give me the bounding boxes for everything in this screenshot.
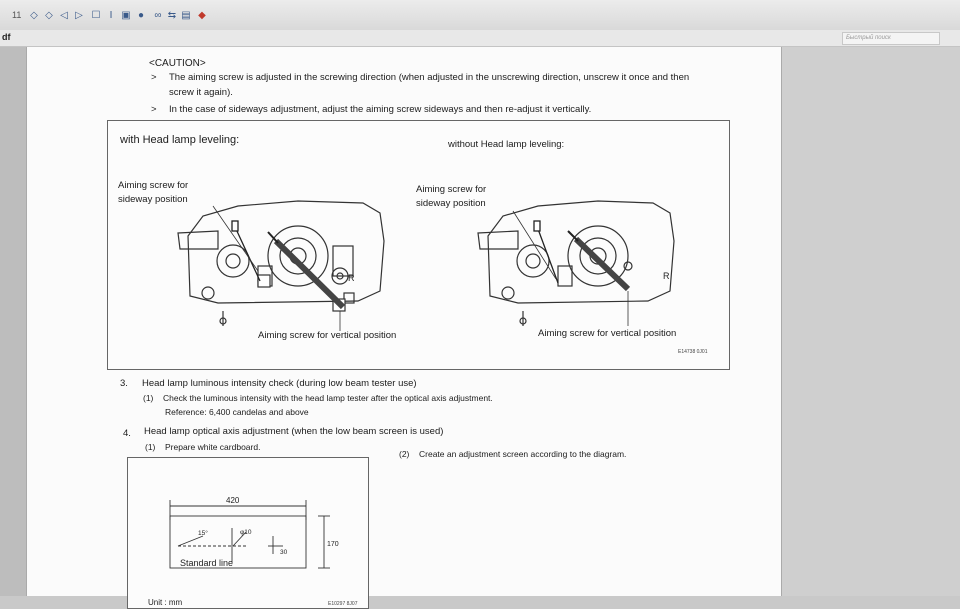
headlamp-drawings [108,121,729,369]
lamp-mark-left: R [348,273,355,283]
bookmark-icon[interactable]: ▤ [181,10,191,21]
left-gutter [0,47,26,596]
step-3-reference: Reference: 6,400 candelas and above [165,407,309,417]
snapshot-icon[interactable]: ▣ [121,10,131,21]
step-4-sub2: Create an adjustment screen according to the diagram. [419,449,627,459]
step-3-sub: Check the luminous intensity with the head lamp tester after the optical axis adjustment. [163,393,493,403]
width-label: 420 [226,496,240,505]
step-4-sub1-number: (1) [145,442,156,452]
viewer-background [781,47,960,596]
hand-tool-icon[interactable]: ☐ [91,10,101,21]
figure-code-2: E10297 8J07 [328,601,358,607]
back-icon[interactable]: ◁ [60,10,68,21]
left-sideway-label-1: Aiming screw for [118,180,189,191]
adjustment-screen-drawing [128,458,368,608]
caution-title: <CAUTION> [149,58,206,69]
diameter-label: φ10 [240,529,252,536]
step-3-number: 3. [120,378,128,389]
bullet-symbol: > [151,72,157,83]
angle-label: 15° [198,530,208,537]
right-vertical-label: Aiming screw for vertical position [538,328,677,339]
offset-label: 30 [280,549,288,556]
step-3-sub-number: (1) [143,393,154,403]
caution-line-2: In the case of sideways adjustment, adjust the aiming screw sideways and then re-adjust it vertically. [169,104,592,115]
document-tab[interactable]: df [2,32,11,42]
step-4-sub1: Prepare white cardboard. [165,442,261,452]
right-headlamp-drawing [478,201,674,326]
lamp-mark-right: R [663,271,670,281]
caution-line-1: The aiming screw is adjusted in the screwing direction (when adjusted in the unscrewing direction, unscrew it once and then [169,72,690,83]
figure-code: E14738 0J01 [678,349,708,355]
select-text-icon[interactable]: I [109,10,113,21]
left-vertical-label: Aiming screw for vertical position [258,330,397,341]
viewer-toolbar [0,0,960,31]
right-sideway-label-1: Aiming screw for [416,184,487,195]
find-icon[interactable]: ● [137,10,145,21]
rotate-icon[interactable]: ◆ [198,10,206,21]
document-page [26,47,782,607]
step-3-title: Head lamp luminous intensity check (during low beam tester use) [142,378,417,389]
tab-bar [0,30,960,47]
binoculars-icon[interactable]: ∞ [154,10,162,21]
step-4-title: Head lamp optical axis adjustment (when the low beam screen is used) [144,426,444,437]
left-figure-title: with Head lamp leveling: [120,134,240,146]
bullet-symbol: > [151,104,157,115]
headlamp-figure [107,120,730,370]
navigate-icon[interactable]: ⇆ [167,10,177,21]
right-figure-title: without Head lamp leveling: [448,139,565,150]
search-input[interactable]: Быстрый поиск [842,32,940,45]
unit-label: Unit : mm [148,598,183,607]
prev-page-icon[interactable]: ◇ [30,10,38,21]
step-4-sub2-number: (2) [399,449,410,459]
adjustment-screen-figure [127,457,369,609]
first-page-icon[interactable]: ◇ [45,10,53,21]
standard-line-label: Standard line [180,558,234,568]
left-headlamp-drawing [178,201,384,326]
right-sideway-label-2: sideway position [416,198,486,209]
caution-line-1-cont: screw it again). [169,87,233,98]
page-number-field[interactable]: 11 [12,10,22,20]
next-page-icon[interactable]: ▷ [75,10,83,21]
step-4-number: 4. [123,428,131,439]
left-sideway-label-2: sideway position [118,194,188,205]
height-label: 170 [327,541,339,548]
